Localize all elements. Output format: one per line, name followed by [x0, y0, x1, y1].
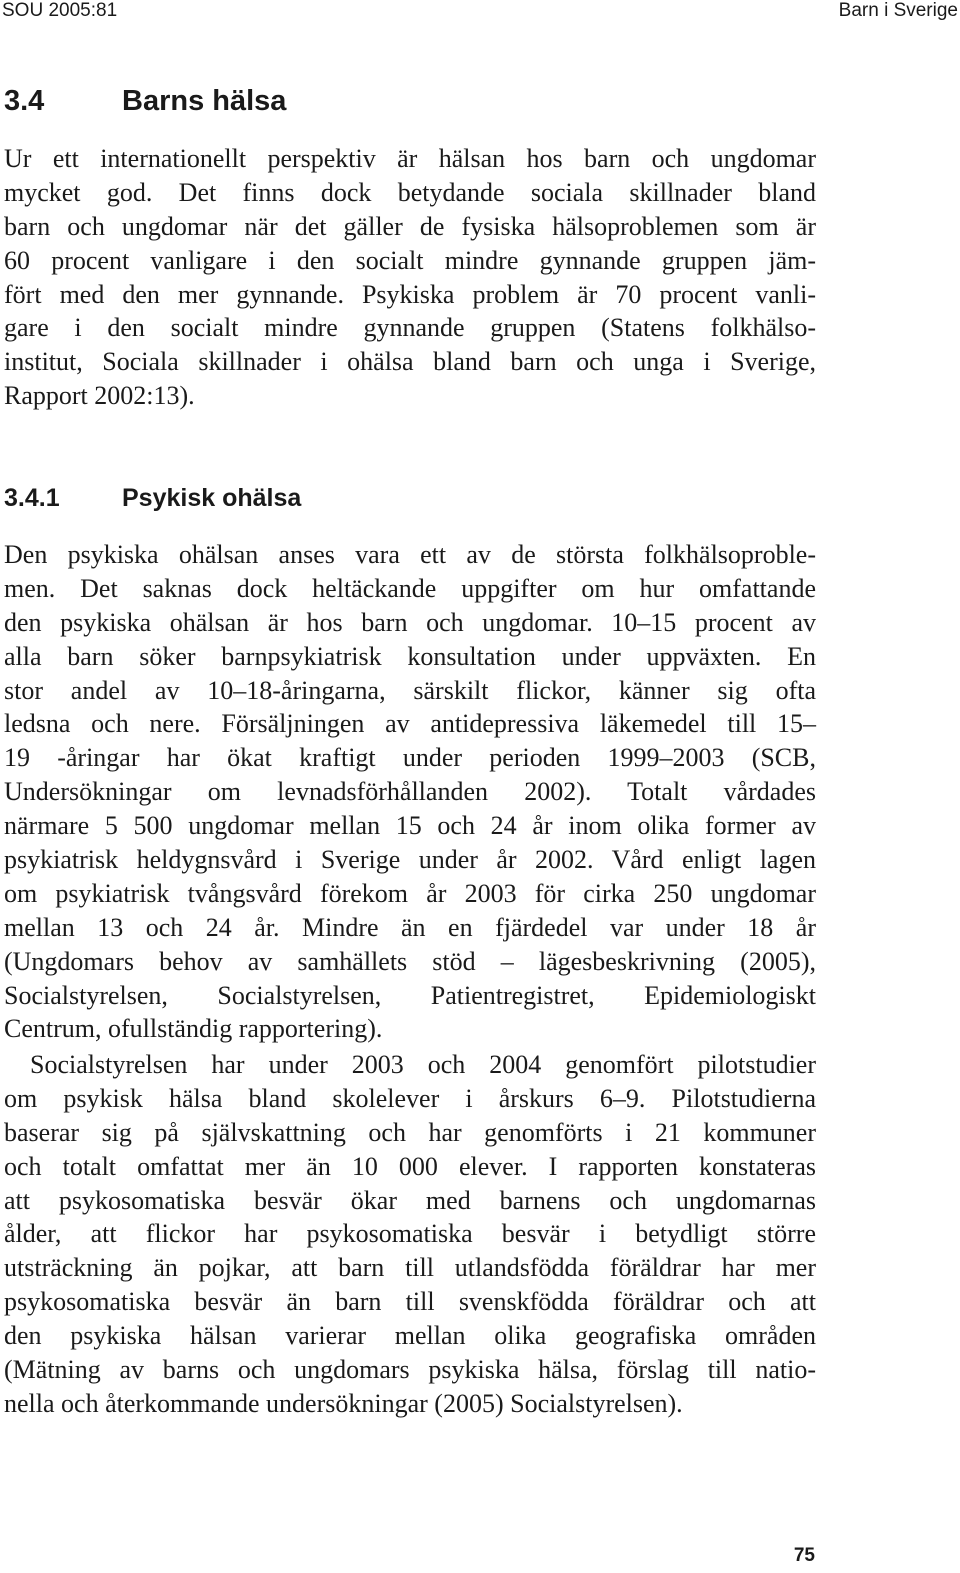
section-paragraph	[4, 142, 816, 413]
page-number: 75	[793, 1545, 815, 1566]
text-line: Ur ett internationellt perspektiv är hälsan hos barn och ungdomar	[4, 144, 816, 173]
text-line: Undersökningar om levnadsförhållanden 2002). Totalt vårdades	[4, 777, 816, 807]
text-line: 19 -åringar har ökat kraftigt under perioden 1999–2003 (SCB,	[4, 743, 816, 773]
text-line: stor andel av 10–18-åringarna, särskilt flickor, känner sig ofta	[4, 675, 816, 705]
text-line: institut, Sociala skillnader i ohälsa bland barn och unga i Sverige,	[4, 347, 816, 377]
running-title: Barn i Sverige	[838, 0, 958, 21]
subsection-paragraph-2	[4, 1048, 816, 1421]
text-line: Centrum, ofullständig rapportering).	[4, 1014, 383, 1044]
page-header	[0, 0, 960, 26]
text-line: Rapport 2002:13).	[4, 381, 195, 411]
text-line: mellan 13 och 24 år. Mindre än en fjärdedel var under 18 år	[4, 912, 816, 942]
text-line: närmare 5 500 ungdomar mellan 15 och 24 år inom olika former av	[4, 811, 816, 841]
subsection-paragraph-1	[4, 538, 816, 1046]
text-line: om psykisk hälsa bland skolelever i årskurs 6–9. Pilotstudierna	[4, 1083, 816, 1113]
text-line: 60 procent vanligare i den socialt mindre gynnande gruppen jäm-	[4, 245, 816, 275]
text-line: psykiatrisk heldygnsvård i Sverige under år 2002. Vård enligt lagen	[4, 845, 816, 875]
text-line: men. Det saknas dock heltäckande uppgifter om hur omfattande	[4, 573, 816, 603]
text-line: Socialstyrelsen, Socialstyrelsen, Patientregistret, Epidemiologiskt	[4, 980, 816, 1010]
text-line: och totalt omfattat mer än 10 000 elever. I rapporten konstateras	[4, 1151, 816, 1181]
text-line: Socialstyrelsen har under 2003 och 2004 genomfört pilotstudier	[30, 1050, 816, 1079]
text-line: den psykiska hälsan varierar mellan olika geografiska områden	[4, 1321, 816, 1351]
text-line: utsträckning än pojkar, att barn till utlandsfödda föräldrar har mer	[4, 1253, 816, 1283]
text-line: ålder, att flickor har psykosomatiska besvär i betydligt större	[4, 1219, 816, 1249]
text-line: den psykiska ohälsan är hos barn och ungdomar. 10–15 procent av	[4, 607, 816, 637]
text-line: om psykiatrisk tvångsvård förekom år 2003 för cirka 250 ungdomar	[4, 878, 816, 908]
subsection-heading	[4, 481, 302, 515]
text-line: (Mätning av barns och ungdomars psykiska hälsa, förslag till natio-	[4, 1355, 816, 1385]
text-line: att psykosomatiska besvär ökar med barnens och ungdomarnas	[4, 1185, 816, 1215]
subsection-number: 3.4.1	[4, 484, 60, 512]
text-line: mycket god. Det finns dock betydande sociala skillnader bland	[4, 177, 816, 207]
section-heading	[4, 82, 287, 120]
text-line: gare i den socialt mindre gynnande gruppen (Statens folkhälso-	[4, 313, 816, 343]
text-line: baserar sig på självskattning och har genomförts i 21 kommuner	[4, 1117, 816, 1147]
text-line: ledsna och nere. Försäljningen av antidepressiva läkemedel till 15–	[4, 709, 816, 739]
text-line: fört med den mer gynnande. Psykiska problem är 70 procent vanli-	[4, 279, 816, 309]
section-title: Barns hälsa	[122, 85, 287, 117]
text-line: Den psykiska ohälsan anses vara ett av de största folkhälsoproble-	[4, 540, 816, 569]
text-line: nella och återkommande undersökningar (2005) Socialstyrelsen).	[4, 1388, 683, 1418]
document-id: SOU 2005:81	[2, 0, 118, 21]
text-line: psykosomatiska besvär än barn till svenskfödda föräldrar och att	[4, 1287, 816, 1317]
section-number: 3.4	[4, 85, 45, 117]
subsection-title: Psykisk ohälsa	[122, 484, 302, 512]
text-line: barn och ungdomar när det gäller de fysiska hälsoproblemen som är	[4, 211, 816, 241]
text-line: (Ungdomars behov av samhällets stöd – lägesbeskrivning (2005),	[4, 946, 816, 976]
text-line: alla barn söker barnpsykiatrisk konsultation under uppväxten. En	[4, 641, 816, 671]
